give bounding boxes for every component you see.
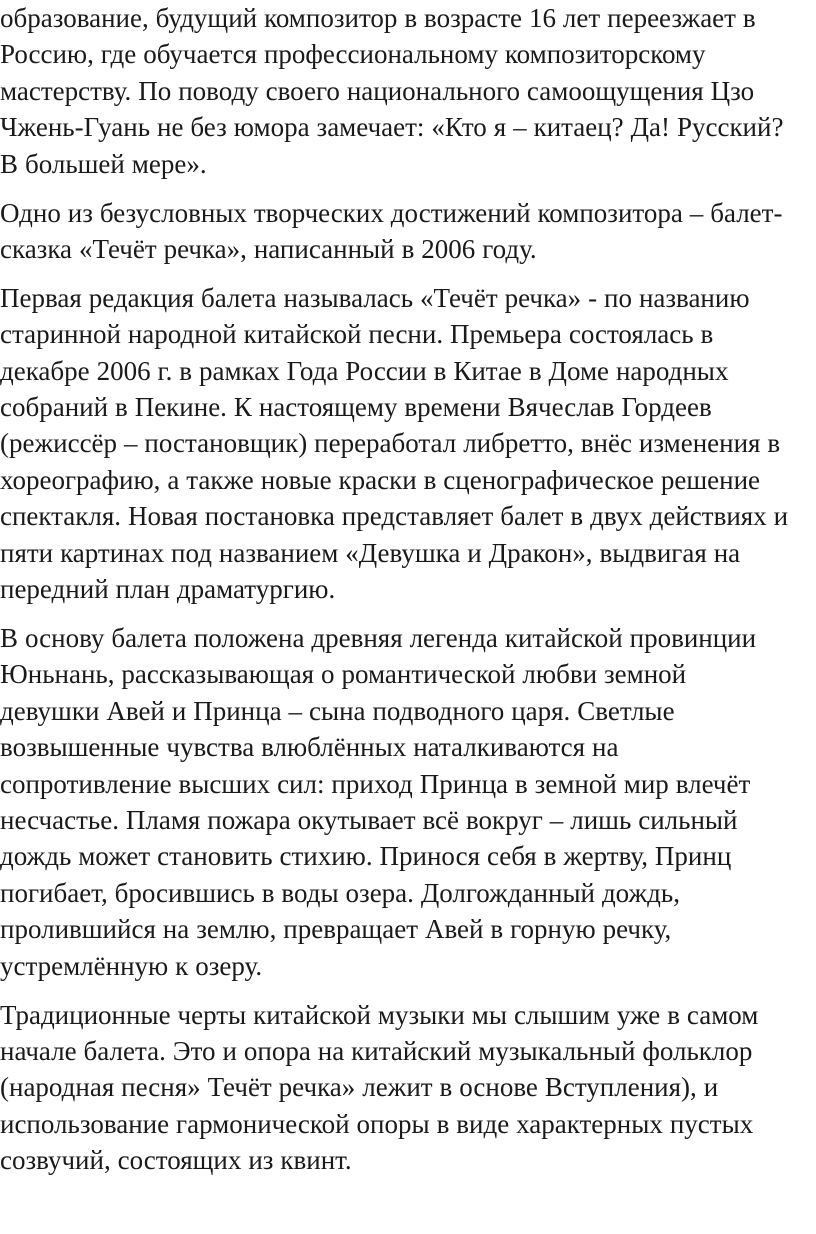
text-line: Юньнань, рассказывающая о романтической любви земной [0, 659, 687, 690]
paragraph-first-edition [0, 280, 814, 608]
text-line: Одно из безусловных творческих достижений композитора – балет- [0, 197, 783, 228]
text-line: пяти картинах под названием «Девушка и Дракон», выдвигая на [0, 537, 741, 568]
text-line: возвышенные чувства влюблённых наталкиваются на [0, 732, 619, 763]
text-line: несчастье. Пламя пожара окутывает всё вокруг – лишь сильный [0, 805, 738, 836]
text-line: погибает, бросившись в воды озера. Долгожданный дождь, [0, 877, 680, 908]
text-line: пролившийся на землю, превращает Авей в горную речку, [0, 914, 672, 945]
text-line: хореографию, а также новые краски в сценографическое решение [0, 464, 761, 495]
text-line: (режиссёр – постановщик) переработал либретто, внёс изменения в [0, 428, 781, 459]
text-line: (народная песня» Течёт речка» лежит в основе Вступления), и [0, 1072, 719, 1103]
text-line: мастерству. По поводу своего национального самоощущения Цзо [0, 75, 755, 106]
text-line: образование, будущий композитор в возрасте 16 лет переезжает в [0, 3, 756, 33]
text-line: Россию, где обучается профессиональному композиторскому [0, 39, 706, 70]
paragraph-achievement [0, 195, 814, 268]
text-line: сопротивление высших сил: приход Принца в земной мир влечёт [0, 768, 751, 799]
paragraph-legend [0, 620, 814, 984]
text-line: Традиционные черты китайской музыки мы слышим уже в самом [0, 999, 759, 1030]
text-line: декабре 2006 г. в рамках Года России в Китае в Доме народных [0, 355, 729, 386]
text-line: использование гармонической опоры в виде характерных пустых [0, 1108, 754, 1139]
text-line: Чжень-Гуань не без юмора замечает: «Кто я – китаец? Да! Русский? [0, 112, 784, 143]
text-line: дождь может становить стихию. Принося себя в жертву, Принц [0, 841, 732, 872]
text-line: В большей мере». [0, 148, 207, 179]
text-line: девушки Авей и Принца – сына подводного царя. Светлые [0, 695, 675, 726]
text-line: спектакля. Новая постановка представляет балет в двух действиях и [0, 501, 789, 532]
text-line: Первая редакция балета называлась «Течёт речка» - по названию [0, 282, 750, 313]
text-line: сказка «Течёт речка», написанный в 2006 году. [0, 233, 537, 264]
text-line: собраний в Пекине. К настоящему времени Вячеслав Гордеев [0, 392, 712, 423]
text-line: старинной народной китайской песни. Премьера состоялась в [0, 319, 714, 350]
text-line: передний план драматургию. [0, 574, 336, 605]
text-line: начале балета. Это и опора на китайский музыкальный фольклор [0, 1035, 753, 1066]
text-line: В основу балета положена древняя легенда китайской провинции [0, 623, 757, 653]
text-line: созвучий, состоящих из квинт. [0, 1145, 352, 1176]
text-line: устремлённую к озеру. [0, 950, 263, 981]
paragraph-music-traits [0, 997, 814, 1179]
paragraph-biography [0, 0, 814, 182]
